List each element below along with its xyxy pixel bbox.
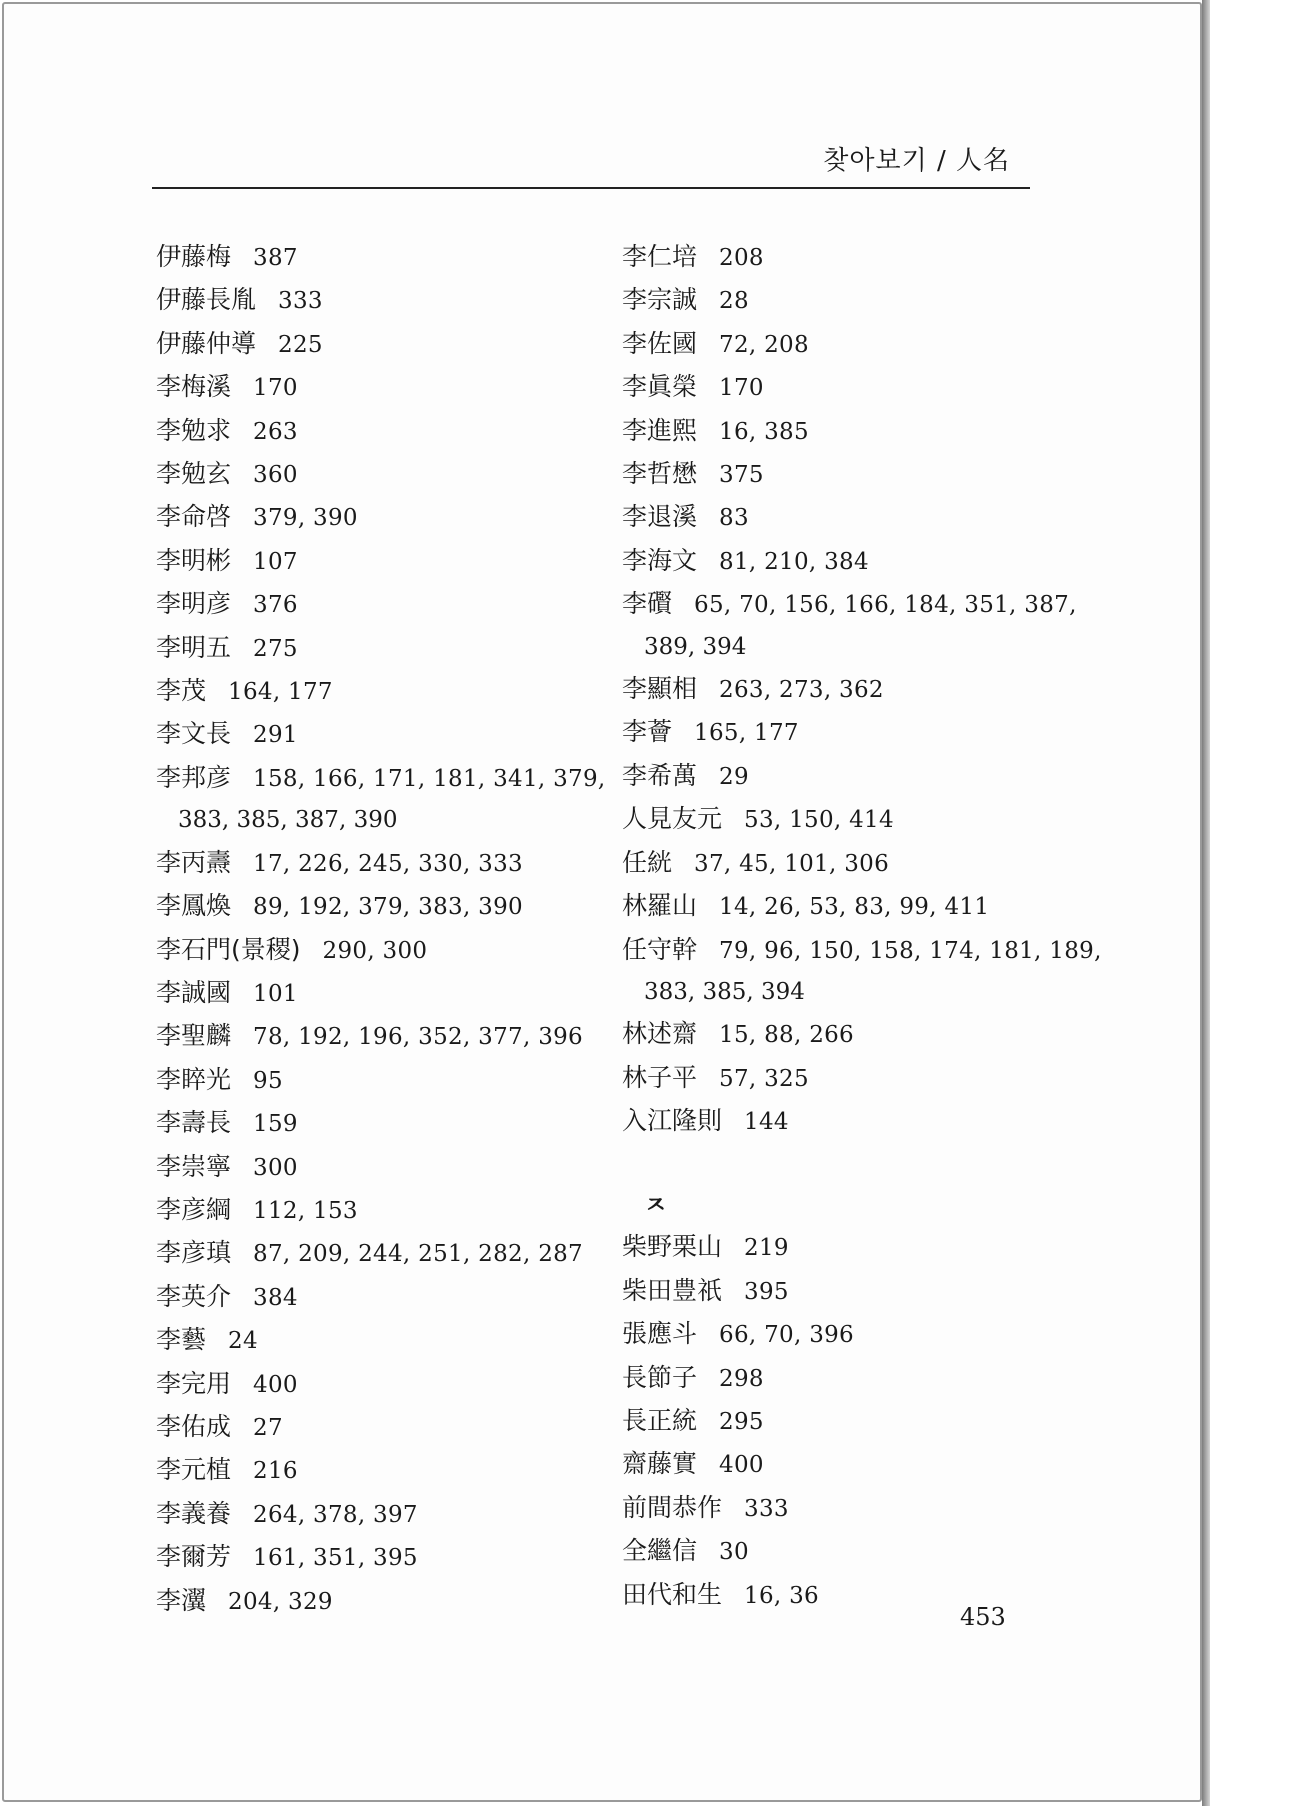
index-entry — [156, 757, 606, 842]
header-rule — [152, 187, 1030, 189]
page-number: 453 — [960, 1603, 1006, 1631]
entry-pages: 30 — [719, 1539, 749, 1566]
index-entry — [622, 885, 1062, 928]
entry-pages: 291 — [253, 722, 298, 749]
entry-name: 林羅山 — [622, 891, 698, 921]
index-entry — [622, 1226, 1062, 1269]
entry-name: 前間恭作 — [622, 1492, 723, 1522]
index-entry — [622, 1270, 1062, 1313]
entry-pages: 400 — [719, 1452, 764, 1479]
entry-pages: 384 — [253, 1284, 298, 1311]
entry-name: 張應斗 — [622, 1319, 698, 1349]
entry-pages: 170 — [719, 375, 764, 402]
entry-name: 林述齋 — [622, 1019, 698, 1049]
entry-name: 李希萬 — [622, 760, 698, 790]
index-entry — [156, 453, 596, 496]
entry-pages: 65, 70, 156, 166, 184, 351, 387, — [694, 592, 1077, 619]
index-entry — [156, 972, 596, 1015]
entry-name: 李鳳煥 — [156, 891, 232, 921]
index-entry — [622, 1530, 1062, 1573]
index-entry — [622, 323, 1062, 366]
entry-name: 伊藤梅 — [156, 242, 232, 271]
index-entry — [622, 1100, 1062, 1143]
entry-pages: 17, 226, 245, 330, 333 — [253, 850, 523, 877]
index-entry — [156, 1015, 596, 1058]
entry-name: 柴田豊祇 — [622, 1275, 723, 1305]
entry-name: 李顯相 — [622, 674, 698, 704]
index-entry — [156, 627, 596, 670]
index-entry — [156, 1319, 596, 1362]
entry-name: 李崇寧 — [156, 1151, 232, 1181]
entry-name: 李文長 — [156, 719, 232, 749]
entry-name: 李彦綱 — [156, 1194, 232, 1224]
index-entry — [156, 670, 596, 713]
index-entry — [622, 1357, 1062, 1400]
entry-name: 李退溪 — [622, 502, 698, 532]
index-entry — [156, 1406, 596, 1449]
index-entry — [156, 366, 596, 409]
entry-name: 李睟光 — [156, 1064, 232, 1094]
index-entry — [622, 1313, 1062, 1356]
entry-name: 人見友元 — [622, 804, 723, 834]
running-head: 찾아보기 / 人名 — [823, 146, 1010, 176]
entry-name: 李薈 — [622, 717, 673, 747]
entry-pages-continued: 389, 394 — [644, 633, 747, 660]
index-entry — [156, 1102, 596, 1145]
entry-name: 任守幹 — [622, 934, 698, 964]
entry-name: 李明五 — [156, 632, 232, 662]
entry-name: 李彦瑱 — [156, 1238, 232, 1268]
entry-name: 李英介 — [156, 1281, 232, 1311]
entry-name: 田代和生 — [622, 1579, 723, 1609]
index-column-right — [622, 236, 1102, 1617]
entry-pages: 395 — [744, 1278, 789, 1305]
entry-name: 李爾芳 — [156, 1542, 232, 1572]
entry-pages: 375 — [719, 462, 764, 489]
index-entry — [622, 1400, 1062, 1443]
entry-pages: 78, 192, 196, 352, 377, 396 — [253, 1024, 583, 1051]
entry-pages: 400 — [253, 1371, 298, 1398]
entry-name: 李礥 — [622, 589, 673, 619]
entry-pages: 159 — [253, 1111, 298, 1138]
entry-pages: 360 — [253, 462, 298, 489]
entry-pages: 89, 192, 379, 383, 390 — [253, 894, 523, 921]
entry-pages: 216 — [253, 1458, 298, 1485]
index-entry — [156, 323, 596, 366]
entry-pages: 164, 177 — [228, 679, 333, 706]
entry-pages: 37, 45, 101, 306 — [694, 850, 890, 877]
entry-pages: 16, 36 — [744, 1582, 819, 1609]
entry-pages: 298 — [719, 1365, 764, 1392]
entry-pages: 107 — [253, 548, 298, 575]
entry-pages: 387 — [253, 245, 298, 271]
entry-pages: 219 — [744, 1235, 789, 1262]
entry-pages: 333 — [278, 288, 323, 315]
entry-name: 齋藤實 — [622, 1449, 698, 1479]
entry-name: 長節子 — [622, 1362, 698, 1392]
entry-name: 李梅溪 — [156, 372, 232, 402]
entry-pages-continued: 383, 385, 394 — [644, 978, 805, 1005]
index-entry — [622, 711, 1062, 754]
page-edge-shadow — [1202, 0, 1210, 1806]
index-entry — [156, 583, 596, 626]
entry-pages: 263, 273, 362 — [719, 677, 884, 704]
index-entry — [156, 1232, 596, 1275]
entry-pages: 290, 300 — [322, 937, 428, 964]
index-entry — [156, 1059, 596, 1102]
index-entry — [156, 496, 596, 539]
index-entry — [622, 1487, 1062, 1530]
index-entry — [156, 540, 596, 583]
index-entry — [156, 279, 596, 322]
index-entry — [622, 755, 1062, 798]
entry-pages: 81, 210, 384 — [719, 548, 869, 575]
entry-name: 李勉玄 — [156, 459, 232, 489]
entry-pages: 264, 378, 397 — [253, 1501, 418, 1528]
entry-name: 李佐國 — [622, 328, 698, 358]
entry-pages: 165, 177 — [694, 720, 799, 747]
index-entry — [156, 1580, 596, 1623]
index-entry — [156, 842, 596, 885]
index-entry — [622, 1443, 1062, 1486]
index-entry — [156, 1276, 596, 1319]
entry-pages: 379, 390 — [253, 505, 358, 532]
entry-name: 長正統 — [622, 1405, 698, 1435]
entry-name: 林子平 — [622, 1062, 698, 1092]
entry-pages: 144 — [744, 1109, 789, 1136]
index-entry — [622, 929, 1102, 1014]
index-entry — [156, 1189, 596, 1232]
entry-name: 李石門(景稷) — [156, 934, 301, 964]
entry-name: 全繼信 — [622, 1536, 698, 1566]
entry-name: 李丙燾 — [156, 847, 232, 877]
entry-pages: 14, 26, 53, 83, 99, 411 — [719, 894, 990, 921]
entry-name: 李誠國 — [156, 977, 232, 1007]
entry-name: 李眞榮 — [622, 372, 698, 402]
entry-name: 李義養 — [156, 1498, 232, 1528]
entry-pages: 16, 385 — [719, 418, 809, 445]
entry-pages: 66, 70, 396 — [719, 1322, 854, 1349]
entry-name: 李海文 — [622, 545, 698, 575]
index-entry — [156, 1146, 596, 1189]
entry-name: 入江隆則 — [622, 1106, 723, 1136]
entry-pages: 15, 88, 266 — [719, 1022, 854, 1049]
index-entry — [156, 1493, 596, 1536]
index-entry — [156, 1536, 596, 1579]
index-column-left — [156, 236, 606, 1623]
entry-name: 李進熙 — [622, 415, 698, 445]
entry-pages: 263 — [253, 418, 298, 445]
entry-pages: 112, 153 — [253, 1197, 358, 1224]
entry-pages: 79, 96, 150, 158, 174, 181, 189, — [719, 937, 1102, 964]
entry-pages: 83 — [719, 505, 749, 532]
index-entry — [156, 929, 596, 972]
entry-pages: 170 — [253, 375, 298, 402]
entry-pages: 101 — [253, 980, 298, 1007]
entry-pages: 57, 325 — [719, 1065, 809, 1092]
entry-pages: 204, 329 — [228, 1588, 333, 1615]
entry-name: 李仁培 — [622, 242, 698, 271]
index-entry — [622, 668, 1062, 711]
index-entry — [156, 885, 596, 928]
entry-name: 李勉求 — [156, 415, 232, 445]
entry-name: 李完用 — [156, 1368, 232, 1398]
index-entry — [622, 842, 1062, 885]
entry-pages: 27 — [253, 1414, 283, 1441]
entry-name: 李聖麟 — [156, 1021, 232, 1051]
entry-pages: 300 — [253, 1154, 298, 1181]
entry-name: 李元植 — [156, 1455, 232, 1485]
section-letter: ㅈ — [644, 1190, 668, 1219]
entry-name: 李明彬 — [156, 545, 232, 575]
entry-name: 李哲懋 — [622, 459, 698, 489]
entry-pages: 376 — [253, 592, 298, 619]
entry-pages: 295 — [719, 1408, 764, 1435]
entry-pages: 87, 209, 244, 251, 282, 287 — [253, 1241, 583, 1268]
index-entry — [622, 236, 1062, 279]
index-entry — [622, 540, 1062, 583]
entry-pages: 208 — [719, 245, 764, 271]
entry-pages: 275 — [253, 635, 298, 662]
entry-name: 李壽長 — [156, 1108, 232, 1138]
index-entry — [622, 1013, 1062, 1056]
entry-name: 李茂 — [156, 676, 207, 706]
index-group-right-b — [622, 1226, 1062, 1617]
index-entry — [156, 1449, 596, 1492]
index-entry — [622, 410, 1062, 453]
index-entry — [622, 1057, 1062, 1100]
index-entry — [622, 496, 1062, 539]
entry-name: 李明彦 — [156, 589, 232, 619]
entry-pages: 333 — [744, 1495, 789, 1522]
index-entry — [622, 798, 1062, 841]
index-entry — [156, 713, 596, 756]
entry-name: 李藝 — [156, 1325, 207, 1355]
index-group-right-a — [622, 236, 1102, 1144]
entry-pages: 158, 166, 171, 181, 341, 379, — [253, 765, 606, 792]
index-entry — [156, 410, 596, 453]
entry-name: 李命啓 — [156, 502, 232, 532]
index-entry — [622, 279, 1062, 322]
entry-name: 柴野栗山 — [622, 1232, 723, 1262]
entry-name: 李宗誠 — [622, 285, 698, 315]
index-entry — [622, 583, 1077, 668]
entry-name: 伊藤長胤 — [156, 285, 257, 315]
entry-pages: 161, 351, 395 — [253, 1545, 418, 1572]
entry-name: 任絖 — [622, 847, 673, 877]
entry-pages: 225 — [278, 331, 323, 358]
index-entry — [156, 236, 596, 279]
entry-pages: 72, 208 — [719, 331, 809, 358]
entry-pages: 28 — [719, 288, 749, 315]
entry-pages: 95 — [253, 1067, 283, 1094]
entry-name: 李瀷 — [156, 1585, 207, 1615]
index-entry — [622, 453, 1062, 496]
entry-name: 伊藤仲導 — [156, 328, 257, 358]
entry-name: 李邦彦 — [156, 762, 232, 792]
entry-pages: 29 — [719, 763, 749, 790]
entry-pages: 53, 150, 414 — [744, 807, 894, 834]
entry-pages-continued: 383, 385, 387, 390 — [178, 807, 398, 834]
index-entry — [156, 1363, 596, 1406]
entry-name: 李佑成 — [156, 1411, 232, 1441]
index-entry — [622, 366, 1062, 409]
entry-pages: 24 — [228, 1328, 258, 1355]
